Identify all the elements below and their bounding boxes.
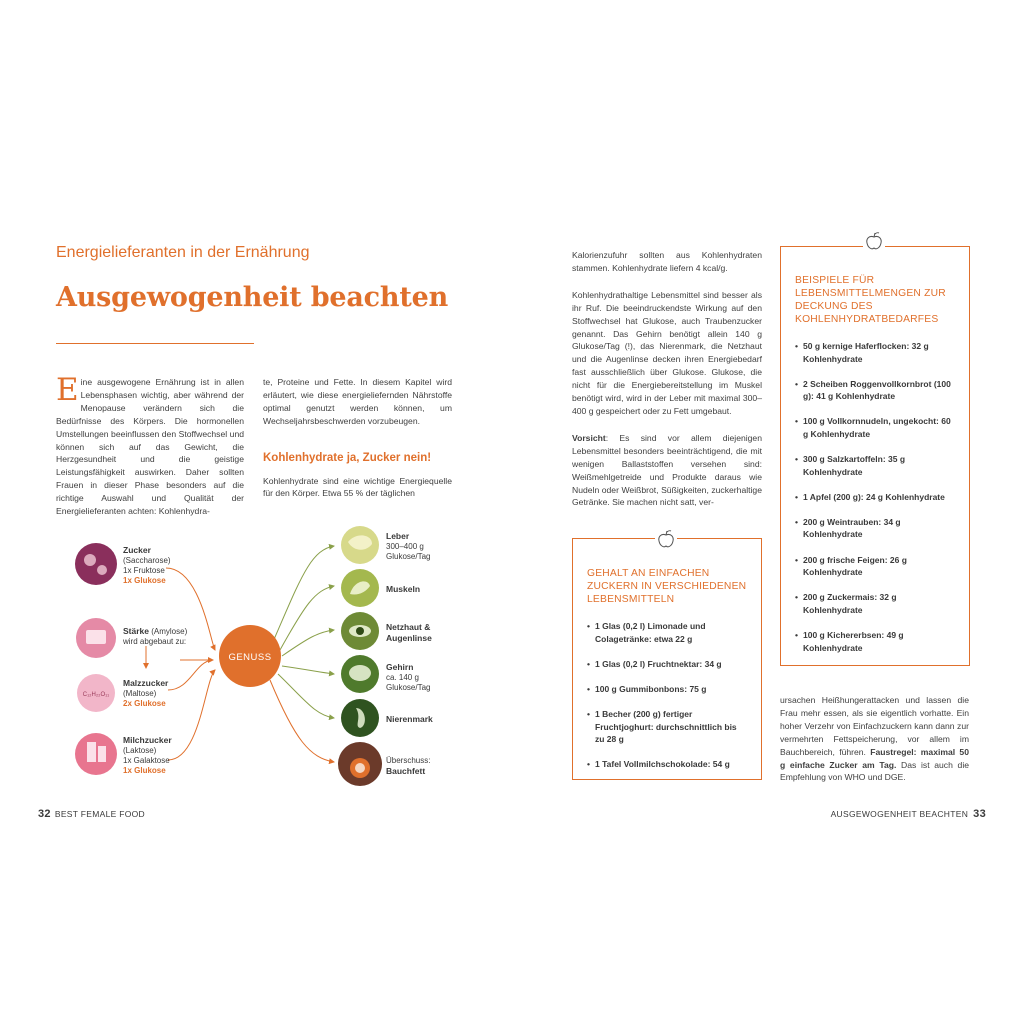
page-number-right: 33 [973, 808, 986, 820]
body-column-3 [572, 249, 762, 509]
list-item: • 1 Tafel Vollmilchschokolade: 54 g [587, 758, 747, 771]
list-item: • 200 g Zuckermais: 32 g Kohlenhydrate [795, 591, 957, 616]
target-netzhaut [386, 622, 446, 644]
target-muskeln [386, 584, 420, 595]
list-item: • 1 Becher (200 g) fertiger Fruchtjoghurt: durchschnittlich bis zu 28 g [587, 708, 747, 746]
body-column-2 [263, 376, 452, 500]
zucker-icon [75, 543, 117, 585]
arrow-muskeln [280, 586, 334, 650]
arrow-nierenmark [278, 674, 334, 718]
target-gehirn [386, 662, 438, 693]
target-name: Nierenmark [386, 714, 433, 724]
drop-cap: E [56, 372, 79, 408]
source-name: Malzzucker [123, 678, 169, 688]
arrow-netzhaut [282, 630, 334, 656]
page-title: Ausgewogenheit beachten [56, 282, 449, 313]
sugar-box-heading: GEHALT AN EINFACHEN ZUCKERN IN VERSCHIEDENEN LEBENSMITTELN [587, 568, 747, 605]
source-line: 1x Galaktose [123, 756, 170, 765]
list-item: • 100 g Vollkornnudeln, ungekocht: 60 g Kohlenhydrate [795, 415, 957, 440]
list-item: • 1 Glas (0,2 l) Fruchtnektar: 34 g [587, 658, 747, 671]
target-detail: 300–400 g Glukose/Tag [386, 542, 431, 561]
footer-label-left: BEST FEMALE FOOD [54, 809, 145, 819]
column-2-text-2: Kohlenhydrate sind eine wichtige Energiequelle für den Körper. Etwa 55 % der täglichen [263, 475, 452, 499]
target-name: Gehirn [386, 662, 414, 672]
title-rule [56, 343, 254, 344]
source-sub: (Amylose) [151, 627, 188, 636]
source-line: wird abgebaut zu: [123, 637, 187, 646]
list-item: • 300 g Salzkartoffeln: 35 g Kohlenhydrate [795, 453, 957, 478]
column-3-text-3: : Es sind vor allem diejenigen Lebensmittel besonders beeinträchtigend, die mit wenigen Ballaststoffen versehen sind: Weißmehlgetreide und Produkte daraus wie Nudeln oder Weißbrot, Süßigkeiten, zuckerhaltige Getränke. Sie machen nicht satt, ver- [572, 432, 762, 508]
column-3-text-1: Kalorienzufuhr sollten aus Kohlenhydraten stammen. Kohlenhydrate liefern 4 kcal/g. [572, 250, 762, 273]
source-zucker [123, 545, 171, 586]
source-name: Zucker [123, 545, 151, 555]
footer-label-right: AUSGEWOGENHEIT BEACHTEN [830, 809, 969, 819]
target-name: Bauchfett [386, 766, 426, 776]
arrow-leber [272, 546, 334, 644]
page-number-left: 32 [38, 808, 51, 820]
list-item: • 100 g Kichererbsen: 49 g Kohlenhydrate [795, 629, 957, 654]
column-4-text-1: ursachen Heißhungerattacken und lassen die Frau mehr essen, als sie eigentlich vorhatte. Ein hoher Verzehr von Einfachzuckern kann dann zur vermehrten Fettspeicherung, vor allem im Bauchbereich, führen. [780, 695, 969, 757]
list-item: • 200 g frische Feigen: 26 g Kohlenhydrate [795, 554, 957, 579]
apple-icon [655, 528, 677, 550]
list-item: • 2 Scheiben Roggenvollkornbrot (100 g): 41 g Kohlenhydrate [795, 378, 957, 403]
source-name: Stärke [123, 626, 149, 636]
target-bauchfett [386, 756, 430, 777]
sugar-list [587, 620, 747, 771]
target-leber [386, 531, 456, 562]
arrow-malz [168, 660, 212, 690]
maltose-formula: C₁₂H₂₂O₁₁ [82, 692, 110, 698]
arrow-milch [168, 670, 215, 760]
list-item: • 1 Glas (0,2 l) Limonade und Colagetränke: etwa 22 g [587, 620, 747, 645]
carb-list [795, 340, 957, 654]
target-detail: ca. 140 g Glukose/Tag [386, 673, 431, 692]
list-item: • 200 g Weintrauben: 34 g Kohlenhydrate [795, 516, 957, 541]
column-3-text-2: Kohlenhydrathaltige Lebensmittel sind besser als ihr Ruf. Die beeindruckendste Wirkung auf den Stoffwechsel hat Glukose, auch Traubenzucker genannt. Das Gehirn benötigt allein 140 g Glukose/Tag (!), das Nierenmark, die Netzhaut und die Augenlinse decken ihren Energiebedarf fast ausschließlich über Glukose. Glukose, die nicht für die Energiebereitstellung im Muskel benötigt wird, wird in der Leber mit maximal 300–400 g gespeichert oder zu Fett umgebaut. [572, 289, 762, 416]
arrow-bauchfett [270, 680, 334, 762]
body-column-4 [780, 694, 969, 784]
target-name: Leber [386, 531, 410, 541]
target-nierenmark [386, 714, 433, 725]
carb-box-heading: BEISPIELE FÜR LEBENSMITTELMENGEN ZUR DECKUNG DES KOHLENHYDRATBEDARFES [795, 275, 946, 325]
column-4-text-2: Das ist auch die Empfehlung von WHO und DGE. [780, 759, 970, 783]
list-item: • 100 g Gummibonbons: 75 g [587, 683, 747, 696]
source-name: Milchzucker [123, 735, 172, 745]
target-name: Netzhaut & Augenlinse [386, 622, 432, 643]
sugar-box-content [587, 567, 747, 783]
source-starke [123, 626, 187, 647]
source-milchzucker [123, 735, 172, 776]
source-glucose: 2x Glukose [123, 699, 166, 708]
list-item: • 50 g kernige Haferflocken: 32 g Kohlenhydrate [795, 340, 957, 365]
source-sub: (Laktose) [123, 746, 157, 755]
arrow-gehirn [282, 666, 334, 674]
apple-icon [863, 230, 885, 252]
footer-right [831, 808, 986, 820]
column-2-text: te, Proteine und Fette. In diesem Kapitel wird erläutert, wie diese energieliefernden Nährstoffe optimal genutzt werden können, um Wechseljahrsbeschwerden vorzubeugen. [263, 377, 452, 426]
source-sub: (Saccharose) [123, 556, 171, 565]
section-kicker: Energielieferanten in der Ernährung [56, 244, 310, 261]
body-column-1 [56, 372, 244, 518]
source-glucose: 1x Glukose [123, 766, 166, 775]
source-glucose: 1x Glukose [123, 576, 166, 585]
carb-box-content [795, 274, 957, 667]
target-prefix: Überschuss: [386, 756, 431, 765]
source-malzzucker [123, 678, 168, 709]
column-3-bold: Vorsicht [572, 432, 606, 443]
target-name: Muskeln [386, 584, 421, 594]
column-1-text: ine ausgewogene Ernährung ist in allen Lebensphasen wichtig, aber während der Menopause verändern sich die Bedürfnisse des Körpers. Die hormonellen Umstellungen beeinflussen den Stoffwechsel und können sich auf das Gewicht, die Herzgesundheit und die geistige Leistungsfähigkeit auswirken. Daher sollten Frauen in dieser Phase besonders auf die richtige Auswahl und Qualität der Energielieferanten achten: Kohlenhydra- [56, 377, 244, 517]
list-item: • 1 Apfel (200 g): 24 g Kohlenhydrate [795, 491, 957, 504]
faustregel-bold: Faustregel: maximal 50 g einfache Zucker am Tag. [780, 746, 969, 770]
source-line: 1x Fruktose [123, 566, 165, 575]
genuss-label: GENUSS [228, 652, 272, 663]
footer-left [38, 808, 145, 820]
source-sub: (Maltose) [123, 689, 157, 698]
subheading-carbs: Kohlenhydrate ja, Zucker nein! [263, 451, 432, 464]
